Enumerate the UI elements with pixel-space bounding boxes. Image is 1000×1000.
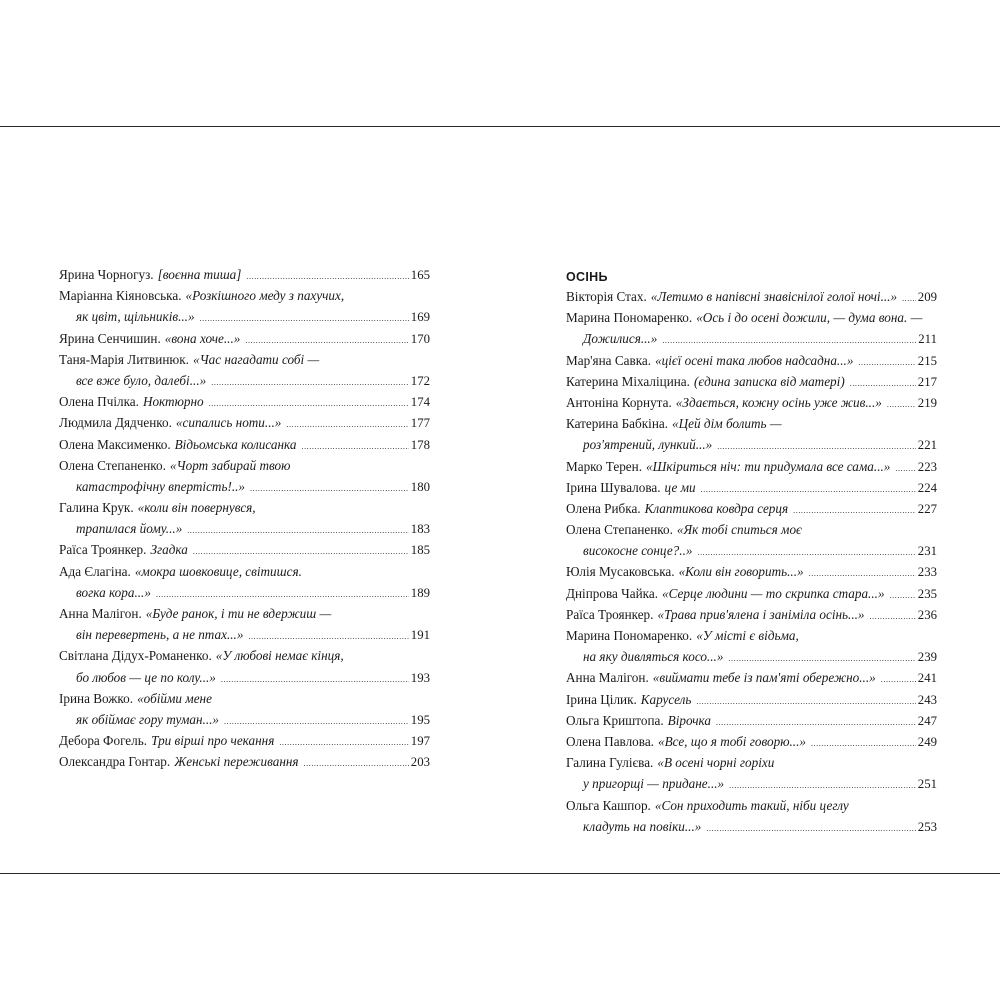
toc-title: «Ось і до осені дожили, — дума вона. — [696,310,923,326]
toc-leader-dots [200,308,409,329]
toc-page-number: 174 [410,395,430,410]
toc-line [59,264,430,285]
toc-line [59,391,430,412]
toc-leader-dots [696,691,915,712]
toc-line [59,730,430,751]
toc-line [566,477,937,498]
toc-title: роз'ятрений, лункий...» [583,437,713,453]
toc-leader-dots [187,520,409,541]
toc-author: Олена Степаненко. [59,457,166,473]
toc-leader-dots [662,330,916,351]
toc-page-number: 223 [917,459,937,474]
toc-line [59,539,430,560]
toc-leader-dots [304,753,409,774]
toc-line [566,816,937,837]
toc-line [59,306,430,327]
toc-title: вогка кора...» [76,584,151,600]
toc-title: «В осені чорні горіхи [657,755,775,771]
toc-title: у пригорщі — придане...» [583,776,725,792]
toc-author: Марина Пономаренко. [566,628,693,643]
toc-author: Дніпрова Чайка. [566,585,659,601]
toc-leader-dots [870,606,916,627]
toc-page-number: 169 [410,310,430,325]
toc-leader-dots [706,818,915,839]
toc-author: Анна Малігон. [566,670,649,686]
toc-line [59,709,430,730]
toc-line [566,667,937,688]
toc-line [59,645,430,666]
toc-leader-dots [701,479,916,500]
toc-line [59,434,430,455]
toc-title: він перевертень, а не птах...» [76,627,244,643]
toc-title: «мокра шовковице, світишся. [134,563,302,579]
toc-line [59,285,430,306]
toc-title: Вірочка [667,712,711,728]
toc-leader-dots [729,775,916,796]
toc-line [566,371,937,392]
toc-title: трапилася йому...» [76,521,183,537]
toc-author: Анна Малігон. [59,606,142,621]
toc-author: Ірина Шувалова. [566,479,661,495]
toc-title: Три вірші про чекання [151,733,275,749]
toc-line [59,751,430,772]
toc-title: «Трава прив'ялена і заніміла осінь...» [657,606,865,622]
toc-page-number: 251 [917,777,937,792]
toc-line [566,540,937,561]
toc-line [59,455,430,476]
toc-line [566,286,937,307]
toc-line [59,370,430,391]
toc-title: «У місті є відьма, [696,628,799,643]
toc-author: Ірина Цілик. [566,691,637,707]
toc-line [59,476,430,497]
toc-page-number: 249 [917,734,937,749]
toc-page-number: 180 [410,479,430,494]
toc-line [566,710,937,731]
toc-leader-dots [887,394,916,415]
toc-line [566,689,937,710]
toc-right-column [566,286,937,837]
toc-leader-dots [193,541,409,562]
toc-leader-dots [224,711,409,732]
toc-line [566,519,937,540]
toc-leader-dots [156,584,409,605]
toc-author: Юлія Мусаковська. [566,564,675,580]
toc-line [59,328,430,349]
toc-title: Відьомська колисанка [174,436,297,452]
toc-page-number: 215 [917,353,937,368]
toc-line [59,582,430,603]
toc-author: Світлана Дідух-Романенко. [59,648,212,664]
toc-page-number: 235 [917,586,937,601]
toc-page-number: 177 [410,416,430,431]
toc-title: «цієї осені така любов надсадна...» [655,352,854,368]
toc-page-number: 224 [917,480,937,495]
toc-title: «Все, що я тобі говорю...» [657,733,806,749]
toc-page-number: 195 [410,712,430,727]
toc-title: як цвіт, щільників...» [76,309,195,325]
toc-line [566,392,937,413]
toc-line [59,603,430,624]
toc-title: кладуть на повіки...» [583,818,702,834]
toc-page-number: 189 [410,585,430,600]
toc-leader-dots [697,542,915,563]
toc-title: «Летимо в напівсні знавіснілої голої ночі...» [650,289,898,304]
toc-title: Карусель [640,691,692,707]
toc-author: Марина Пономаренко. [566,310,693,326]
toc-page-number: 203 [410,755,430,770]
toc-page-number: 193 [410,670,430,685]
toc-title: (єдина записка від матері) [693,373,845,389]
toc-page-number: 243 [917,692,937,707]
toc-page-number: 172 [410,373,430,388]
toc-author: Катерина Бабкіна. [566,416,669,432]
toc-author: Галина Крук. [59,500,134,516]
toc-line [566,731,937,752]
toc-leader-dots [895,458,915,479]
toc-title: «У любові немає кінця, [215,648,344,664]
toc-line [566,456,937,477]
toc-title: «Сон приходить такий, ніби цеглу [654,797,849,813]
toc-page-number: 185 [410,543,430,558]
toc-leader-dots [279,732,408,753]
toc-line [59,624,430,645]
toc-title: «Коли він говорить...» [678,564,804,580]
toc-title: Клаптикова ковдра серця [644,500,789,516]
toc-line [566,646,937,667]
toc-page-number: 239 [917,650,937,665]
toc-line [566,752,937,773]
toc-title: Ноктюрно [142,394,204,410]
toc-title: це ми [664,479,696,495]
toc-author: Галина Гулієва. [566,755,654,771]
toc-title: «Здається, кожну осінь уже жив...» [675,394,882,410]
toc-line [566,307,937,328]
toc-line [566,413,937,434]
toc-title: «вона хоче...» [164,330,241,346]
toc-author: Дебора Фогель. [59,733,148,749]
toc-title: «виймати тебе із пам'яті обережно...» [652,670,876,686]
toc-line [59,667,430,688]
toc-author: Вікторія Стах. [566,289,647,304]
toc-page-number: 211 [918,332,937,347]
toc-page-number: 247 [917,713,937,728]
toc-page-number: 219 [917,395,937,410]
toc-leader-dots [245,330,408,351]
toc-line [59,688,430,709]
toc-author: Ірина Вожко. [59,690,134,706]
toc-author: Олена Степаненко. [566,522,673,538]
toc-title: на яку дивляться косо...» [583,649,724,665]
toc-leader-dots [717,436,916,457]
toc-leader-dots [211,372,409,393]
toc-leader-dots [809,563,916,584]
toc-leader-dots [250,478,409,499]
toc-page-number: 178 [410,437,430,452]
toc-author: Ада Єлагіна. [59,563,131,579]
toc-line [566,795,937,816]
toc-title: все вже було, далебі...» [76,372,207,388]
toc-line [566,604,937,625]
toc-line [566,773,937,794]
toc-title: бо любов — це по колу...» [76,669,216,685]
toc-title: «Цей дім болить — [672,416,782,432]
toc-leader-dots [716,712,916,733]
toc-title: [воєнна тиша] [157,267,242,282]
toc-leader-dots [728,648,915,669]
toc-page-number: 197 [410,734,430,749]
toc-author: Таня-Марія Литвинюк. [59,351,189,367]
toc-author: Марко Терен. [566,458,643,474]
toc-leader-dots [286,414,408,435]
toc-title: Дожилися...» [583,331,658,347]
toc-line [59,349,430,370]
toc-title: «обійми мене [137,690,212,706]
toc-author: Олександра Гонтар. [59,754,171,770]
toc-leader-dots [811,733,916,754]
toc-page-number: 236 [917,607,937,622]
toc-author: Ярина Чорногуз. [59,267,154,282]
toc-line [566,498,937,519]
toc-page-number: 221 [917,438,937,453]
toc-page-number: 227 [917,501,937,516]
toc-leader-dots [858,352,915,373]
toc-line [566,328,937,349]
toc-leader-dots [301,436,408,457]
toc-title: «Шкіриться ніч: ти придумала все сама...» [646,458,891,474]
section-title: ОСІНЬ [566,270,608,284]
toc-page-number: 217 [917,374,937,389]
toc-leader-dots [221,669,409,690]
toc-leader-dots [209,393,409,414]
toc-author: Раїса Троянкер. [59,542,147,558]
toc-page-number: 191 [410,628,430,643]
toc-title: «Як тобі спиться моє [676,522,802,538]
toc-line [59,518,430,539]
toc-author: Олена Максименко. [59,436,171,452]
toc-title: Женські переживання [174,754,299,770]
toc-page-number: 253 [917,819,937,834]
toc-page-number: 231 [917,544,937,559]
toc-leader-dots [890,585,916,606]
toc-author: Ольга Кашпор. [566,797,651,813]
toc-author: Олена Павлова. [566,733,654,749]
toc-leader-dots [246,266,408,287]
toc-leader-dots [902,288,916,309]
toc-title: високосне сонце?..» [583,543,693,559]
toc-author: Маріанна Кіяновська. [59,288,182,304]
toc-leader-dots [793,500,916,521]
toc-author: Людмила Дядченко. [59,415,172,431]
toc-author: Олена Пчілка. [59,394,139,410]
toc-author: Ярина Сенчишин. [59,330,161,346]
toc-title: «Чорт забирай твою [169,457,291,473]
toc-line [566,434,937,455]
toc-title: «Буде ранок, і ти не вдержиш — [145,606,332,621]
toc-leader-dots [850,373,916,394]
toc-title: «Час нагадати собі — [192,351,320,367]
toc-line [566,350,937,371]
toc-author: Олена Рибка. [566,500,641,516]
toc-line [566,583,937,604]
toc-line [566,625,937,646]
toc-author: Катерина Міхаліцина. [566,373,690,389]
toc-page-number: 165 [410,268,430,282]
toc-title: Згадка [150,542,188,558]
toc-line [59,412,430,433]
toc-title: катастрофічну впертість!..» [76,478,246,494]
toc-title: «Серце людини — то скрипка стара...» [662,585,885,601]
toc-leader-dots [248,626,408,647]
toc-page-number: 170 [410,331,430,346]
toc-title: «Розкішного меду з пахучих, [185,288,345,304]
toc-page-number: 183 [410,522,430,537]
toc-author: Раїса Троянкер. [566,606,654,622]
toc-author: Ольга Криштопа. [566,712,664,728]
toc-line [59,497,430,518]
toc-line [59,561,430,582]
toc-line [566,561,937,582]
toc-left-column [59,264,430,773]
toc-page-number: 241 [917,671,937,686]
toc-title: «сипались ноти...» [175,415,282,431]
toc-author: Антоніна Корнута. [566,394,672,410]
toc-page-number: 209 [917,290,937,304]
toc-title: «коли він повернувся, [137,500,256,516]
toc-leader-dots [881,669,916,690]
toc-page-number: 233 [917,565,937,580]
toc-title: як обіймає гору туман...» [76,711,220,727]
toc-author: Мар'яна Савка. [566,352,652,368]
